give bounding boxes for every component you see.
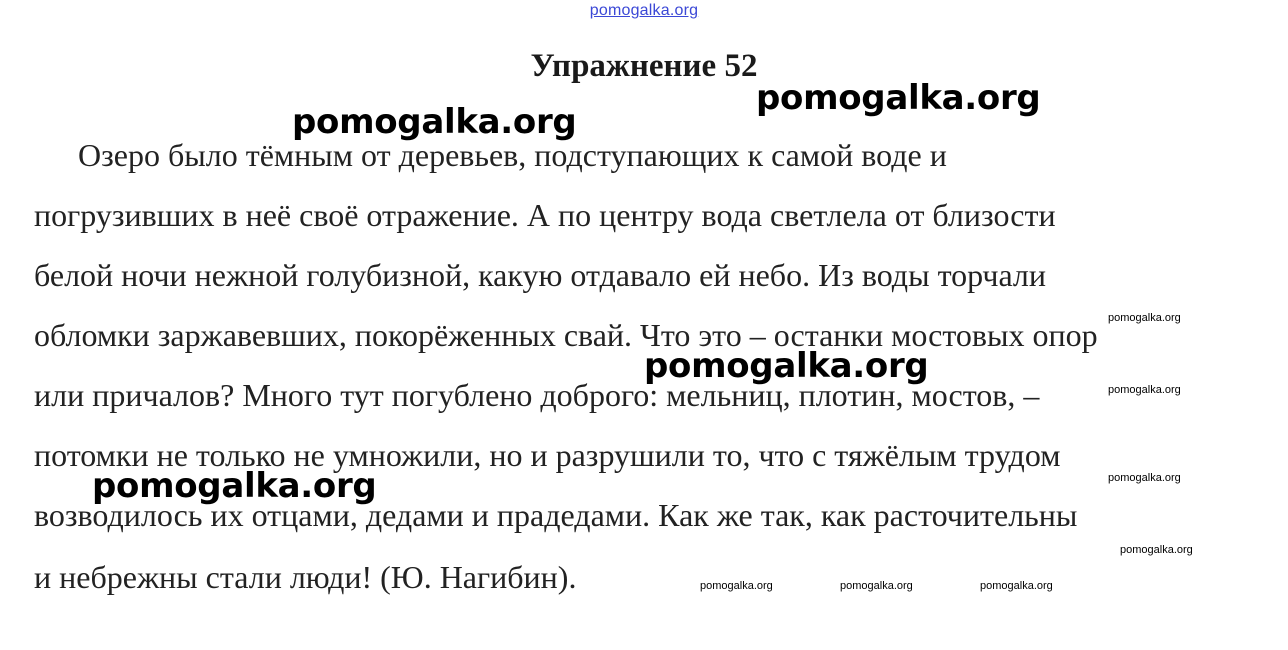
watermark-small: pomogalka.org: [700, 580, 773, 592]
watermark-large: pomogalka.org: [92, 466, 377, 506]
watermark-large: pomogalka.org: [292, 102, 577, 142]
watermark-small: pomogalka.org: [1108, 312, 1181, 324]
text-line-1: Озеро было тёмным от деревьев, подступающих к самой воде и: [78, 137, 947, 173]
text-line-3: белой ночи нежной голубизной, какую отдавало ей небо. Из воды торчали: [34, 257, 1047, 293]
text-line-4: обломки заржавевших, покорёженных свай. Что это – останки мостовых опор: [34, 317, 1098, 353]
text-line-8: и небрежны стали люди! (Ю. Нагибин).: [34, 559, 577, 595]
text-line-2: погрузивших в неё своё отражение. А по центру вода светлела от близости: [34, 197, 1056, 233]
text-line-6: потомки не только не умножили, но и разрушили то, что с тяжёлым трудом: [34, 437, 1061, 473]
watermark-small: pomogalka.org: [1108, 472, 1181, 484]
site-link[interactable]: pomogalka.org: [589, 2, 699, 19]
watermark-small: pomogalka.org: [980, 580, 1053, 592]
watermark-small: pomogalka.org: [1120, 544, 1193, 556]
exercise-title: Упражнение 52: [530, 48, 758, 84]
watermark-small: pomogalka.org: [1108, 384, 1181, 396]
watermark-large: pomogalka.org: [756, 78, 1041, 118]
watermark-large: pomogalka.org: [644, 346, 929, 386]
text-line-5: или причалов? Много тут погублено доброго: мельниц, плотин, мостов, –: [34, 377, 1040, 413]
watermark-small: pomogalka.org: [840, 580, 913, 592]
text-line-7: возводилось их отцами, дедами и прадедами. Как же так, как расточительны: [34, 497, 1078, 533]
